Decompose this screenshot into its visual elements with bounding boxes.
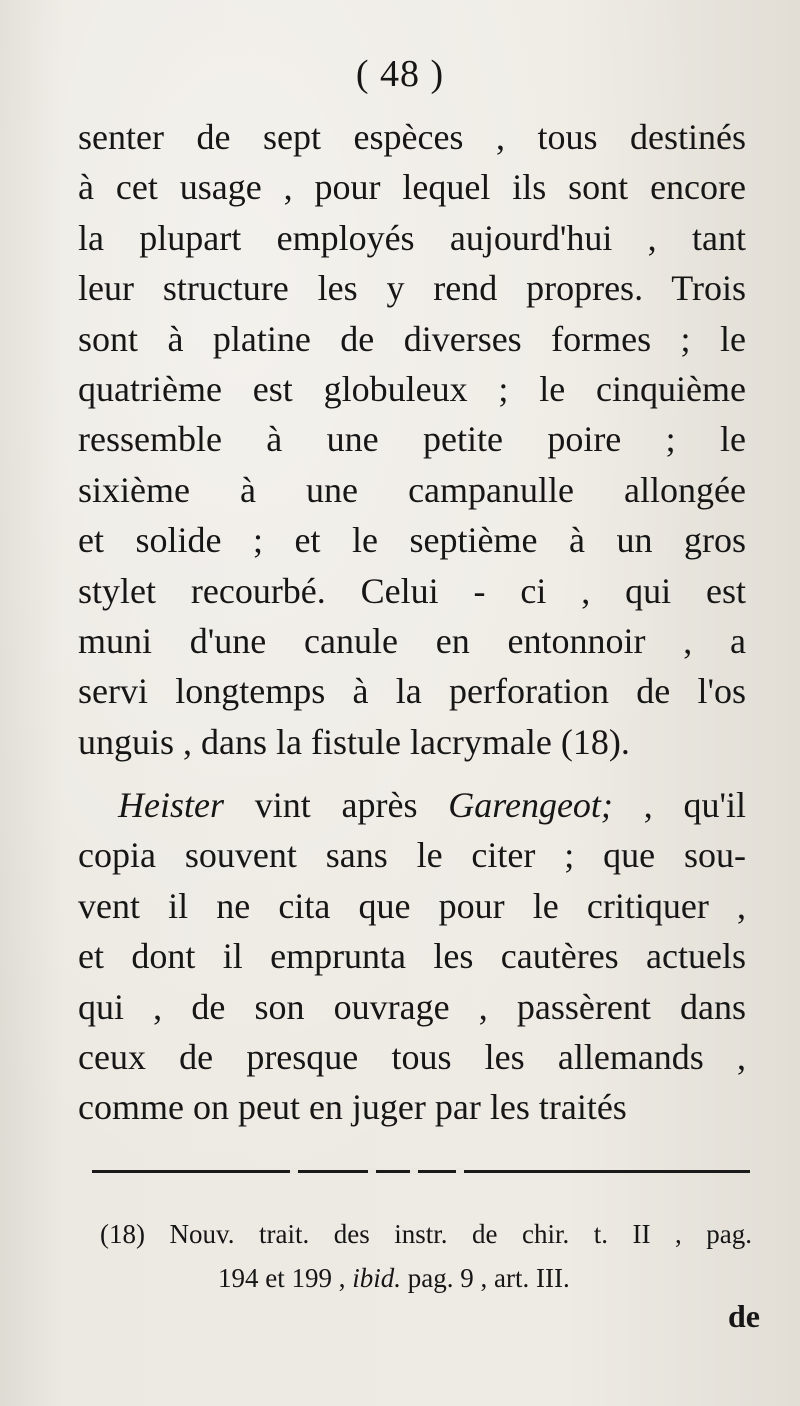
footnote-fragment: 194 et 199 , xyxy=(218,1263,353,1293)
text-line: servi longtemps à la perforation de l'os xyxy=(78,671,746,712)
text-line: leur structure les y rend propres. Trois xyxy=(78,268,746,309)
divider-gap xyxy=(368,1168,376,1175)
text-line-first xyxy=(78,780,746,830)
text-line: et solide ; et le septième à un gros xyxy=(78,520,746,561)
paragraph-2 xyxy=(78,780,746,1133)
footnote-line: (18) Nouv. trait. des instr. de chir. t. II , pag. xyxy=(100,1219,752,1249)
text-line: copia souvent sans le citer ; que sou- xyxy=(78,835,746,876)
paragraph-1 xyxy=(78,112,746,767)
footnote-line xyxy=(100,1256,752,1300)
text-line: sont à platine de diverses formes ; le xyxy=(78,318,746,359)
text-line: vent il ne cita que pour le critiquer , xyxy=(78,885,746,926)
divider-gap xyxy=(410,1168,418,1175)
text-line: ceux de presque tous les allemands , xyxy=(78,1036,746,1077)
footnote-ibid: ibid. xyxy=(352,1263,402,1293)
divider-gap xyxy=(456,1168,464,1175)
text-line: muni d'une canule en entonnoir , a xyxy=(78,620,746,661)
text-line: sixième à une campanulle allongée xyxy=(78,469,746,510)
text-line: comme on peut en juger par les traités xyxy=(78,1087,627,1128)
author-name-garengeot: Garengeot; xyxy=(448,785,613,825)
text-line: à cet usage , pour lequel ils sont encore xyxy=(78,167,746,208)
text-line: senter de sept espèces , tous destinés xyxy=(78,117,746,157)
footnote-divider xyxy=(92,1170,750,1173)
catchword: de xyxy=(728,1298,760,1334)
text-line: stylet recourbé. Celui - ci , qui est xyxy=(78,570,746,611)
divider-gap xyxy=(290,1168,298,1175)
text-fragment: vint après xyxy=(223,785,449,825)
page-number: ( 48 ) xyxy=(355,53,445,95)
text-fragment: , qu'il xyxy=(612,785,746,825)
footnote-fragment: pag. 9 , art. III. xyxy=(401,1263,570,1293)
footnote xyxy=(100,1212,752,1300)
author-name-heister: Heister xyxy=(118,785,224,825)
text-line: quatrième est globuleux ; le cinquième xyxy=(78,368,746,409)
text-line: qui , de son ouvrage , passèrent dans xyxy=(78,986,746,1027)
text-line: unguis , dans la fistule lacrymale (18). xyxy=(78,721,630,762)
text-line: et dont il emprunta les cautères actuels xyxy=(78,936,746,977)
text-line: ressemble à une petite poire ; le xyxy=(78,419,746,460)
text-line: la plupart employés aujourd'hui , tant xyxy=(78,217,746,258)
